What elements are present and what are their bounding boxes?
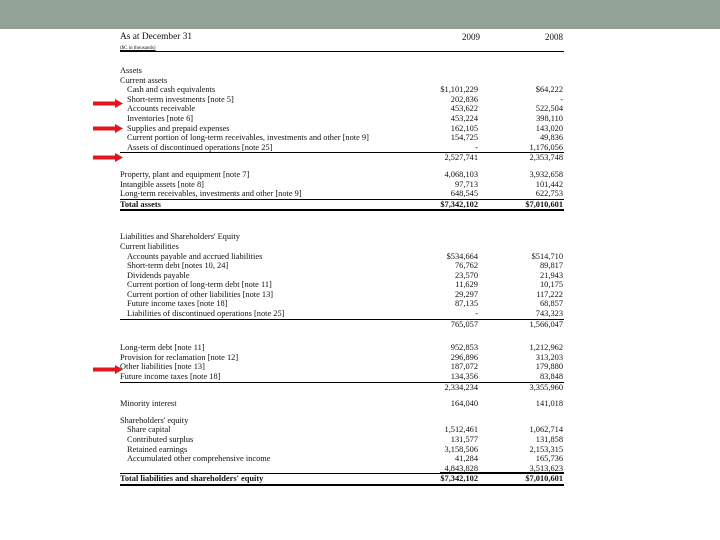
line-item-label: Provision for reclamation [note 12]	[120, 352, 239, 362]
line-item-row	[120, 425, 564, 435]
value-2009: 131,577	[450, 435, 478, 444]
value-2008: 522,504	[535, 104, 563, 114]
line-item-row	[120, 95, 564, 105]
value-2009: 29,297	[454, 289, 478, 299]
line-item-label: Supplies and prepaid expenses	[127, 123, 230, 133]
line-item-row	[120, 454, 564, 464]
value-2009: 97,713	[454, 179, 478, 189]
line-item-row	[120, 271, 564, 281]
line-item-row	[120, 445, 564, 455]
value-2008: 117,222	[536, 289, 563, 299]
value-2009: 41,284	[454, 454, 478, 464]
total-assets-row: Total assets $7,342,102 $7,010,601	[120, 199, 564, 212]
line-item-row	[120, 435, 564, 445]
value-2009: 1,512,461	[444, 425, 478, 435]
line-item-label: Future income taxes [note 18]	[127, 299, 228, 309]
value-2008: 1,176,056	[529, 142, 563, 152]
line-item-row	[120, 180, 564, 190]
highlight-arrow-icon	[93, 99, 123, 108]
value-2009: 952,853	[450, 343, 478, 353]
value-2009: $1,101,229	[440, 85, 478, 95]
value-2009: 11,629	[455, 280, 478, 290]
line-item-label: Cash and cash equivalents	[127, 85, 216, 95]
line-item-label: Assets of discontinued operations [note 25]	[127, 142, 273, 152]
line-item-row	[120, 261, 564, 271]
line-item-label: Retained earnings	[127, 444, 188, 454]
value-2009: 23,570	[454, 270, 478, 280]
line-item-label: Long-term debt [note 11]	[120, 343, 205, 353]
line-item-label: Current portion of long-term debt [note 11]	[127, 280, 272, 290]
line-item-row	[120, 85, 564, 95]
value-2009: 3,158,506	[444, 444, 478, 454]
highlight-arrow-icon	[93, 153, 123, 162]
value-2009: 453,622	[450, 104, 478, 114]
value-2008: 2,153,315	[529, 444, 563, 454]
line-item-label: Liabilities of discontinued operations [note 25]	[127, 309, 285, 319]
line-item-row	[120, 114, 564, 124]
line-item-row	[120, 343, 564, 353]
value-2008: 101,442	[535, 179, 563, 189]
highlight-arrow-icon	[93, 124, 123, 133]
slide-top-bar	[0, 0, 720, 29]
currency-note: ($C in thousands)	[120, 46, 156, 51]
statement-header	[120, 33, 564, 52]
value-2009: 4,068,103	[444, 169, 478, 179]
line-item-label: Inventories [note 6]	[127, 113, 194, 123]
value-2008: $64,222	[535, 85, 563, 95]
line-item-row	[120, 353, 564, 363]
value-2009: 76,762	[454, 261, 478, 271]
value-2008: 49,836	[539, 133, 563, 143]
value-2008: 68,857	[539, 299, 563, 309]
value-2009: 87,135	[454, 299, 478, 309]
minority-interest-row: Minority interest 164,040 141,018	[120, 399, 563, 409]
line-item-label: Current portion of other liabilities [note 13]	[127, 289, 274, 299]
line-item-row	[120, 143, 564, 154]
line-item-label: Contributed surplus	[127, 435, 194, 444]
value-2009: 453,224	[450, 113, 478, 123]
line-item-row	[120, 170, 564, 180]
year-column-2009: 2009	[462, 32, 480, 42]
value-2008: 3,932,658	[529, 169, 563, 179]
line-item-label: Short-term debt [notes 10, 24]	[127, 261, 229, 271]
value-2008: -	[560, 94, 563, 104]
line-item-label: Accounts receivable	[127, 104, 196, 114]
line-item-row	[120, 362, 564, 372]
value-2009: $534,664	[446, 251, 478, 261]
line-item-label: Other liabilities [note 13]	[120, 362, 205, 372]
total-liabilities-equity-row: Total liabilities and shareholders' equity $7,342,102 $7,010,601	[120, 473, 564, 486]
value-2008: 179,880	[535, 362, 563, 372]
current-assets-total-row: 2,527,741 2,353,748	[444, 153, 563, 163]
line-item-label: Dividends payable	[127, 270, 190, 280]
year-column-2008: 2008	[545, 32, 563, 42]
value-2009: 134,356	[450, 372, 478, 382]
line-item-label: Future income taxes [note 18]	[120, 372, 221, 382]
line-item-row	[120, 372, 564, 383]
current-liabilities-total-row: 765,057 1,566,047	[450, 319, 563, 329]
line-item-row	[120, 280, 564, 290]
value-2008: 1,212,962	[529, 343, 563, 353]
value-2008: 743,323	[535, 309, 563, 319]
value-2008: 21,943	[539, 270, 563, 280]
value-2008: $514,710	[531, 251, 563, 261]
line-item-row	[120, 252, 564, 262]
value-2009: 296,896	[450, 352, 478, 362]
value-2008: 313,203	[535, 352, 563, 362]
section-heading: Assets	[120, 66, 142, 75]
line-item-label: Property, plant and equipment [note 7]	[120, 169, 250, 179]
line-item-label: Intangible assets [note 8]	[120, 179, 204, 189]
line-item-label: Short-term investments [note 5]	[127, 94, 234, 104]
subsection-heading: Shareholders' equity	[120, 415, 189, 425]
highlight-arrow-icon	[93, 365, 123, 374]
value-2009: 202,836	[450, 94, 478, 104]
statement-date-title: As at December 31	[120, 32, 193, 42]
value-2008: 1,062,714	[529, 425, 563, 435]
total-liabilities-row: 2,334,234 3,355,960	[444, 382, 563, 392]
value-2009: -	[475, 309, 478, 319]
value-2009: -	[475, 142, 478, 152]
balance-sheet	[120, 33, 564, 486]
value-2008: 131,858	[535, 435, 563, 444]
value-2008: 398,110	[536, 113, 563, 123]
line-item-row	[120, 133, 564, 143]
line-item-label: Long-term receivables, investments and other [note 9]	[120, 189, 302, 199]
line-item-row	[120, 189, 564, 199]
line-item-row	[120, 124, 564, 134]
value-2009: 187,072	[450, 362, 478, 372]
value-2009: 648,545	[450, 189, 478, 199]
line-item-label: Share capital	[127, 425, 171, 435]
value-2008: 143,020	[535, 123, 563, 133]
value-2008: 10,175	[539, 280, 563, 290]
value-2008: 622,753	[535, 189, 563, 199]
line-item-row	[120, 309, 564, 320]
line-item-label: Current portion of long-term receivables, investments and other [note 9]	[127, 133, 369, 143]
line-item-row	[120, 104, 564, 114]
value-2008: 83,848	[539, 372, 563, 382]
subsection-heading: Current liabilities	[120, 241, 179, 251]
value-2008: 165,736	[535, 454, 563, 464]
subsection-heading: Current assets	[120, 75, 168, 85]
value-2008: 89,817	[539, 261, 563, 271]
line-item-row	[120, 299, 564, 309]
section-heading: Liabilities and Shareholders' Equity	[120, 232, 240, 242]
value-2009: 154,725	[450, 133, 478, 143]
line-item-label: Accounts payable and accrued liabilities	[127, 251, 263, 261]
value-2009: 162,105	[450, 123, 478, 133]
line-item-label: Accumulated other comprehensive income	[127, 454, 271, 464]
equity-subtotal-row: 4,843,828 3,513,623	[120, 464, 564, 474]
line-item-row	[120, 290, 564, 300]
